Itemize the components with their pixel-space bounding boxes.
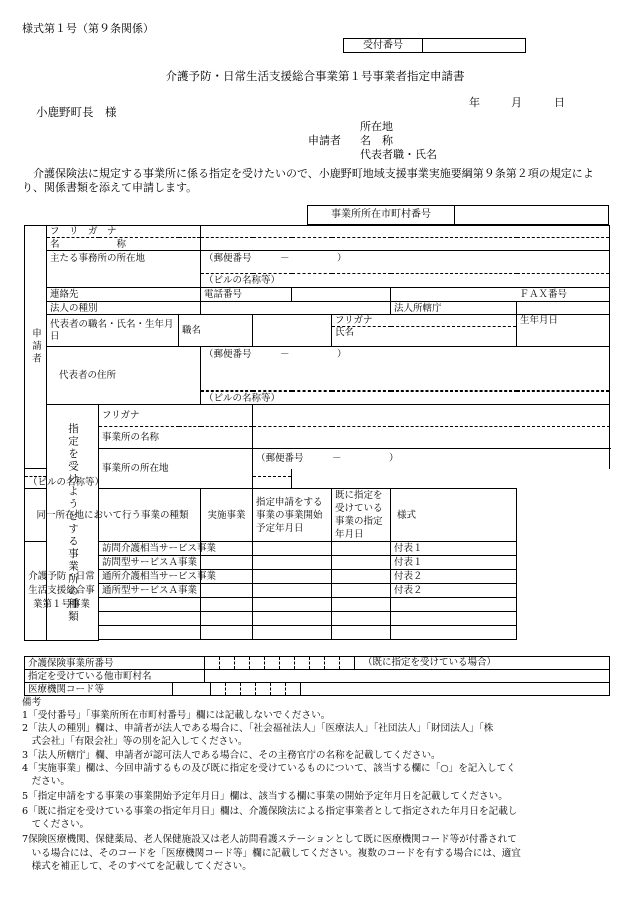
col-implemented: 実施事業 [201, 489, 253, 542]
service-start[interactable] [253, 626, 332, 640]
medical-code-label: 医療機関コード等 [25, 683, 173, 696]
receipt-number-label: 受付番号 [344, 39, 423, 52]
rep-address-label: 代表者の住所 [47, 347, 201, 405]
service-start[interactable] [253, 598, 332, 612]
birth-label: 生年月日 [517, 315, 610, 347]
furigana-label: フ リ ガ ナ [47, 226, 201, 238]
insurer-number-field[interactable] [205, 657, 610, 670]
other-muni-label: 指定を受けている他市町村名 [25, 670, 205, 683]
service-implemented[interactable] [201, 626, 253, 640]
fax-label-text: ＦＡＸ番号 [517, 288, 610, 302]
note-line: 3「法人所轄庁」欄、申請者が認可法人である場合に、その主務官庁の名称を記載してください。 [22, 750, 441, 761]
service-implemented[interactable] [201, 556, 253, 570]
service-name-blank[interactable] [99, 626, 201, 640]
service-form[interactable] [391, 598, 517, 612]
phone-field[interactable] [292, 288, 391, 302]
service-name: 訪問型サービスＡ事業 [99, 556, 201, 570]
service-prev[interactable] [332, 542, 391, 556]
office-building[interactable]: （ビルの名称等） [201, 274, 610, 288]
service-group-label: 介護予防・日常生活支援総合事業第１号事業 [25, 542, 99, 641]
corp-agency-label: 法人所轄庁 [391, 302, 517, 315]
service-form[interactable] [391, 612, 517, 626]
service-prev[interactable] [332, 598, 391, 612]
service-name-blank[interactable] [99, 598, 201, 612]
addressee: 小鹿野町長 様 [36, 105, 117, 119]
service-name: 通所介護相当サービス事業 [99, 570, 201, 584]
service-form: 付表１ [391, 556, 517, 570]
corp-type-field[interactable] [201, 302, 391, 315]
col-form: 様式 [391, 489, 517, 542]
facility-name-field[interactable] [253, 427, 610, 449]
note-line: 式会社」「有限会社」等の別を記入してください。 [22, 736, 248, 747]
col-service-type: 同一所在地において行う事業の種類 [25, 489, 201, 542]
note-line: 5「指定申請をする事業の事業開始予定年月日」欄は、該当する欄に事業の開始予定年月日を記載してください。 [22, 791, 508, 802]
receipt-number-box [343, 38, 526, 53]
name-label: 名 称 [47, 238, 201, 251]
applicant-section-label: 申請者 [25, 226, 47, 469]
service-implemented[interactable] [201, 584, 253, 598]
service-start[interactable] [253, 612, 332, 626]
fax-label [391, 288, 517, 302]
date-day: 日 [554, 96, 565, 109]
service-prev[interactable] [332, 570, 391, 584]
note-line: 1「受付番号」「事業所所在市町村番号」欄には記載しないでください。 [22, 710, 331, 721]
office-postal[interactable]: （郵便番号 － ） [201, 251, 610, 273]
office-address-label: 主たる事務所の所在地 [47, 251, 201, 288]
rep-name-label: 氏名 [332, 327, 517, 347]
service-implemented[interactable] [201, 598, 253, 612]
facility-building[interactable]: （ビルの名称等） [25, 477, 292, 489]
phone-label: 電話番号 [201, 288, 292, 302]
facility-postal[interactable]: （郵便番号 － ） [253, 449, 610, 469]
service-form: 付表２ [391, 570, 517, 584]
position-label: 職名 [179, 315, 253, 347]
service-start[interactable] [253, 556, 332, 570]
facility-section-label: 指定を受けようとする事業所の種類 [47, 405, 99, 641]
service-name: 訪問介護相当サービス事業 [99, 542, 201, 556]
service-form[interactable] [391, 626, 517, 640]
service-prev[interactable] [332, 556, 391, 570]
insurer-note: （既に指定を受けている場合） [363, 657, 497, 668]
note-line: いる場合には、そのコードを「医療機関コード等」欄に記載してください。複数のコードを有する場合には、適宜 [22, 848, 521, 859]
service-prev[interactable] [332, 626, 391, 640]
service-spacer [99, 640, 517, 641]
name-field[interactable] [201, 238, 610, 251]
date-month: 月 [511, 96, 522, 109]
note-line: 2「法人の種別」欄は、申請者が法人である場合に、「社会福祉法人」「医療法人」「社団法人」「財団法人」「株 [22, 723, 494, 734]
service-form: 付表１ [391, 542, 517, 556]
note-line: 6「既に指定を受けている事業の指定年月日」欄は、介護保険法による指定事業者として指定された年月日を記載し [22, 806, 518, 817]
applicant-label: 申請者 [308, 134, 341, 147]
page-title: 介護予防・日常生活支援総合事業第１号事業者指定申請書 [165, 69, 465, 83]
applicant-address-label: 所在地 [360, 120, 393, 133]
service-start[interactable] [253, 542, 332, 556]
service-implemented[interactable] [201, 612, 253, 626]
note-line: 様式を補正して、そのすべてを記載してください。 [22, 861, 252, 872]
intro-text: 介護保険法に規定する事業所に係る指定を受けたいので、小鹿野町地域支援事業実施要綱第９条第２項の規定により、関係書類を添えて申請します。 [22, 167, 594, 194]
rep-furigana-label: フリガナ [332, 315, 517, 327]
form-number: 様式第１号（第９条関係） [22, 22, 154, 35]
note-line: てください。 [22, 819, 90, 830]
service-prev[interactable] [332, 612, 391, 626]
note-line: ださい。 [22, 776, 70, 787]
rep-building[interactable]: （ビルの名称等） [201, 392, 610, 405]
position-field[interactable] [253, 315, 332, 347]
contact-label: 連絡先 [47, 288, 201, 302]
service-name-blank[interactable] [99, 612, 201, 626]
facility-name-label: 事業所の名称 [99, 427, 253, 449]
service-start[interactable] [253, 584, 332, 598]
col-prev-date: 既に指定を受けている事業の指定年月日 [332, 489, 391, 542]
bottom-table [24, 656, 610, 696]
service-prev[interactable] [332, 584, 391, 598]
applicant-rep-label: 代表者職・氏名 [360, 148, 437, 161]
corp-agency-field[interactable] [517, 302, 610, 315]
municipality-code-label: 事業所所在市町村番号 [308, 206, 455, 224]
rep-postal[interactable]: （郵便番号 － ） [201, 347, 610, 369]
other-muni-field[interactable] [205, 670, 610, 683]
medical-code-field[interactable] [173, 683, 610, 696]
service-start[interactable] [253, 570, 332, 584]
facility-furigana-field[interactable] [253, 405, 610, 427]
insurer-number-label: 介護保険事業所番号 [25, 657, 205, 670]
municipality-code-box [307, 205, 609, 225]
applicant-name-label: 名 称 [360, 134, 393, 147]
note-line: 7保険医療機関、保健薬局、老人保健施設又は老人訪問看護ステーションとして既に医療機関コード等が付番されて [22, 834, 517, 845]
date-year: 年 [469, 96, 480, 109]
application-table [24, 225, 610, 641]
facility-address-label: 事業所の所在地 [99, 449, 253, 489]
notes-title: 備考 [22, 697, 42, 708]
note-line: 4「実施事業」欄は、今回申請するもの及び既に指定を受けているものについて、該当する欄に「○」を記入してく [22, 763, 516, 774]
col-start-date: 指定申請をする事業の事業開始予定年月日 [253, 489, 332, 542]
facility-furigana-label: フリガナ [99, 405, 253, 427]
corp-type-label: 法人の種別 [47, 302, 201, 315]
service-name: 通所型サービスＡ事業 [99, 584, 201, 598]
service-form: 付表２ [391, 584, 517, 598]
rep-info-label: 代表者の職名・氏名・生年月日 [47, 315, 179, 347]
rep-address-field[interactable] [201, 369, 610, 391]
furigana-field[interactable] [201, 226, 610, 238]
